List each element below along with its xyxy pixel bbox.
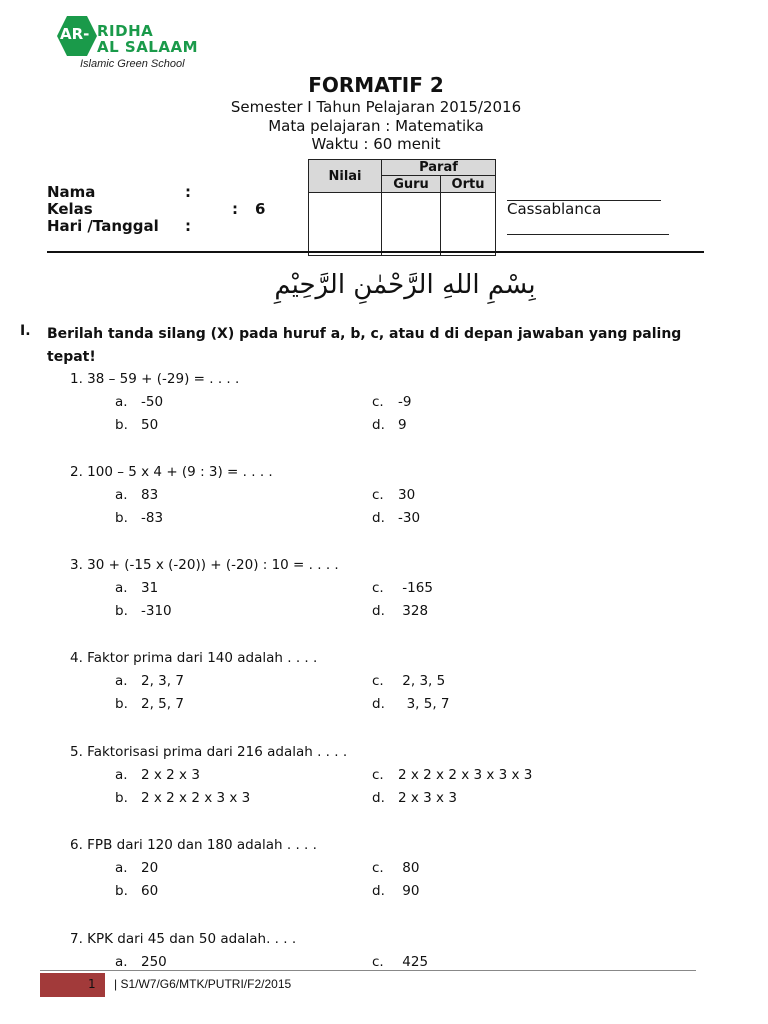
option-value: 60: [141, 883, 159, 899]
header-separator: [47, 251, 704, 253]
option-1-d[interactable]: [372, 417, 407, 433]
option-value: 2, 5, 7: [141, 696, 184, 712]
ortu-cell[interactable]: [441, 193, 496, 256]
option-value: 20: [141, 860, 159, 876]
logo-ar-text: AR-: [60, 25, 90, 43]
option-2-c[interactable]: [372, 487, 415, 503]
option-letter: b.: [115, 790, 128, 806]
option-value: 50: [141, 417, 159, 433]
option-letter: b.: [115, 883, 128, 899]
option-letter: a.: [115, 487, 128, 503]
option-value: -9: [398, 394, 412, 410]
subject-line: Mata pelajaran : Matematika: [268, 117, 484, 135]
student-name: Cassablanca: [507, 200, 602, 218]
footer-code: | S1/W7/G6/MTK/PUTRI/F2/2015: [114, 977, 292, 991]
option-3-b[interactable]: [115, 603, 172, 619]
option-value: -83: [141, 510, 164, 526]
option-letter: c.: [372, 860, 384, 876]
option-1-a[interactable]: [115, 394, 163, 410]
option-value: 80: [398, 860, 420, 876]
option-6-d[interactable]: [372, 883, 419, 899]
name-colon: :: [185, 183, 191, 201]
footer-rule: [40, 970, 696, 971]
option-value: 90: [398, 883, 420, 899]
option-5-d[interactable]: [372, 790, 457, 806]
option-value: 2 x 2 x 2 x 3 x 3: [141, 790, 251, 806]
option-letter: a.: [115, 580, 128, 596]
nilai-cell[interactable]: [309, 193, 382, 256]
option-value: 2 x 2 x 3: [141, 767, 200, 783]
option-letter: d.: [372, 603, 385, 619]
option-4-c[interactable]: [372, 673, 445, 689]
logo-line1: RIDHA: [97, 22, 154, 40]
option-1-b[interactable]: [115, 417, 158, 433]
date-label: Hari /Tanggal: [47, 217, 159, 235]
option-1-c[interactable]: [372, 394, 411, 410]
option-value: 9: [398, 417, 407, 433]
option-6-b[interactable]: [115, 883, 158, 899]
instruction-text: Berilah tanda silang (X) pada huruf a, b, c, atau d di depan jawaban yang paling tepat!: [47, 326, 682, 365]
question-3: 3. 30 + (-15 x (-20)) + (-20) : 10 = . . . .: [70, 557, 339, 573]
option-value: -165: [398, 580, 433, 596]
section-number: I.: [20, 323, 31, 339]
option-letter: d.: [372, 790, 385, 806]
option-letter: d.: [372, 696, 385, 712]
option-5-c[interactable]: [372, 767, 532, 783]
option-value: 2, 3, 7: [141, 673, 184, 689]
option-2-a[interactable]: [115, 487, 158, 503]
guru-cell[interactable]: [382, 193, 441, 256]
score-table: [308, 159, 496, 256]
option-letter: c.: [372, 394, 384, 410]
option-value: 2 x 2 x 2 x 3 x 3 x 3: [398, 767, 533, 783]
question-4: 4. Faktor prima dari 140 adalah . . . .: [70, 650, 318, 666]
class-value: 6: [255, 200, 266, 218]
option-value: 3, 5, 7: [398, 696, 450, 712]
option-letter: c.: [372, 954, 384, 970]
class-label: Kelas: [47, 200, 93, 218]
option-value: 31: [141, 580, 159, 596]
logo-tagline: Islamic Green School: [80, 58, 185, 70]
option-letter: d.: [372, 883, 385, 899]
option-4-b[interactable]: [115, 696, 184, 712]
option-value: 83: [141, 487, 159, 503]
option-letter: b.: [115, 603, 128, 619]
option-6-a[interactable]: [115, 860, 158, 876]
nilai-header: Nilai: [309, 160, 382, 193]
option-value: -50: [141, 394, 164, 410]
option-value: -30: [398, 510, 421, 526]
option-letter: b.: [115, 417, 128, 433]
option-letter: c.: [372, 580, 384, 596]
basmala-calligraphy: بِسْمِ اللهِ الرَّحْمٰنِ الرَّحِيْمِ: [274, 270, 536, 300]
option-letter: b.: [115, 510, 128, 526]
option-letter: c.: [372, 673, 384, 689]
option-3-d[interactable]: [372, 603, 428, 619]
paraf-header: Paraf: [382, 160, 496, 176]
option-value: 328: [398, 603, 429, 619]
option-value: 425: [398, 954, 429, 970]
option-value: 250: [141, 954, 167, 970]
option-2-b[interactable]: [115, 510, 163, 526]
question-2: 2. 100 – 5 x 4 + (9 : 3) = . . . .: [70, 464, 273, 480]
option-5-a[interactable]: [115, 767, 200, 783]
option-4-a[interactable]: [115, 673, 184, 689]
question-5: 5. Faktorisasi prima dari 216 adalah . . . .: [70, 744, 348, 760]
option-letter: d.: [372, 510, 385, 526]
option-value: -310: [141, 603, 172, 619]
question-6: 6. FPB dari 120 dan 180 adalah . . . .: [70, 837, 317, 853]
class-colon: :: [232, 200, 238, 218]
option-5-b[interactable]: [115, 790, 250, 806]
option-value: 2 x 3 x 3: [398, 790, 457, 806]
option-7-a[interactable]: [115, 954, 167, 970]
option-letter: a.: [115, 767, 128, 783]
option-letter: b.: [115, 696, 128, 712]
option-value: 30: [398, 487, 416, 503]
option-4-d[interactable]: [372, 696, 450, 712]
option-letter: a.: [115, 954, 128, 970]
semester-line: Semester I Tahun Pelajaran 2015/2016: [230, 98, 522, 116]
option-letter: c.: [372, 767, 384, 783]
time-line: Waktu : 60 menit: [311, 135, 441, 153]
option-letter: a.: [115, 673, 128, 689]
logo-line2: AL SALAAM: [97, 38, 199, 56]
option-3-a[interactable]: [115, 580, 158, 596]
question-1: 1. 38 – 59 + (-29) = . . . .: [70, 371, 240, 387]
page-title: FORMATIF 2: [308, 73, 444, 97]
guru-header: Guru: [382, 176, 441, 193]
option-2-d[interactable]: [372, 510, 420, 526]
question-7: 7. KPK dari 45 dan 50 adalah. . . .: [70, 931, 297, 947]
option-value: 2, 3, 5: [398, 673, 446, 689]
option-letter: c.: [372, 487, 384, 503]
option-7-c[interactable]: [372, 954, 428, 970]
option-6-c[interactable]: [372, 860, 419, 876]
footer-page-number: 1: [88, 977, 96, 991]
ortu-header: Ortu: [441, 176, 496, 193]
date-colon: :: [185, 217, 191, 235]
option-letter: d.: [372, 417, 385, 433]
signature-line-bottom: [507, 234, 669, 235]
option-letter: a.: [115, 394, 128, 410]
option-3-c[interactable]: [372, 580, 433, 596]
option-letter: a.: [115, 860, 128, 876]
name-label: Nama: [47, 183, 96, 201]
